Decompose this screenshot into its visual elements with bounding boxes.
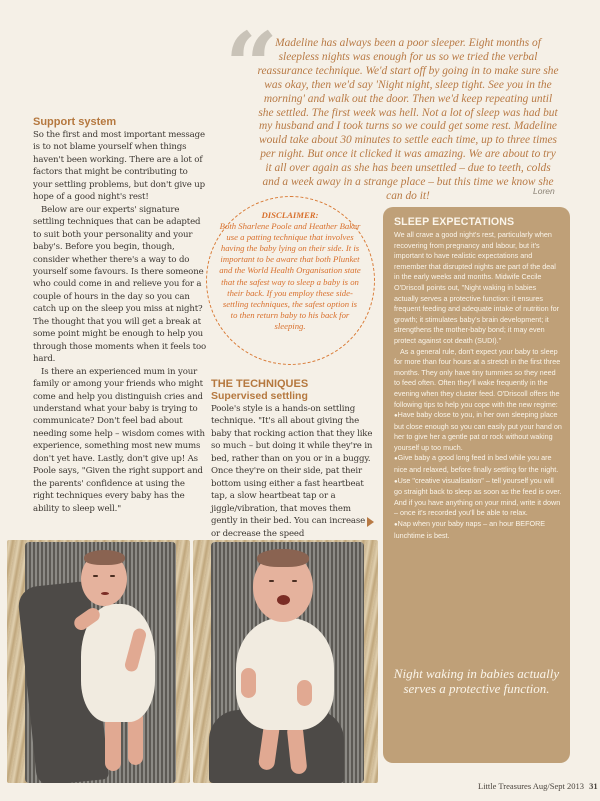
quote-author: Loren [533,186,555,196]
baby-mouth [101,592,109,595]
footer-magazine: Little Treasures [478,781,532,791]
disclaimer-circle [206,196,375,365]
support-heading: Support system [33,116,117,128]
baby-hand [241,668,256,698]
techniques-heading: THE TECHNIQUES [211,378,309,390]
disclaimer-title: DISCLAIMER: [261,210,319,220]
disclaimer-content [219,210,361,332]
baby-eye [93,575,98,577]
quote-mark-icon: “ [225,12,278,120]
sleep-expectations-sidebar [383,207,570,763]
sidebar-heading: SLEEP EXPECTATIONS [394,216,515,228]
techniques-text: Poole's style is a hands-on settling technique. "It's all about giving the baby that rocking action that they like so much – but doing it while they're in bed, rather than on you or in a buggy. Once they're on their side, pat their bottom using either a fast heartbeat tap, a slow heartbeat tap or a jiggle/vibration, that moves them gently in their bed. You can increase or decrease the speed [211,404,373,539]
support-paragraph-3: Is there an experienced mum in your family or among your friends who might come and help you distinguish cries and understand what your baby is trying to communicate? Don't feel bad about needing some help – wisdom comes with experience, something most new mums don't yet have. Lastly, don't give up! As Poole says, "Given the right support and the parents' confidence at using the right techniques every baby has the ability to sleep well." [33,366,205,514]
baby-photo-2 [193,540,378,783]
footer-issue: Aug/Sept 2013 [532,781,585,791]
support-column [33,116,207,515]
sidebar-bullet: ● Use "creative visualisation" – tell yourself you will go straight back to sleep as soon as the feed is over. And if you have anything on your mind, write it down – once it's recorded you'll be able to relax. [394,476,562,519]
sidebar-pullquote: Night waking in babies actually serves a protective function. [393,666,560,696]
baby-laughing-mouth [277,595,290,605]
baby-eye [269,580,274,582]
page-footer [478,781,598,791]
page-number: 31 [589,781,598,791]
techniques-subheading: Supervised settling [211,390,308,402]
sidebar-paragraph-1: We all crave a good night's rest, particularly when recovering from pregnancy and labour, but it's important to have realistic expectations and remember that disrupted nights are part of the deal in the early weeks and months. Midwife Cecile O'Driscoll points out, "Night waking in babies actually serves a protective function: it ensures frequent feeding and adequate intake of nutrition for growth; it stimulates baby's brain development; it strengthens the mother-baby bond; it may even protect against cot death (SUDI)." [394,230,560,345]
techniques-section [211,378,376,540]
baby-hair [257,549,309,567]
sidebar-bullet: ● Nap when your baby naps – an hour BEFORE lunchtime is best. [394,519,562,541]
baby-eye [292,580,297,582]
baby-hair [84,550,125,565]
testimonial-quote: Madeline has always been a poor sleeper. Eight months of sleepless nights was enough for us so we tried the verbal reassurance technique. We'd start off by going in to make sure she was okay, then we'd say 'Night night, sleep tight. See you in the morning' and walk out the door. Then we'd keep repeating until she settled. The first week was hell. Not a lot of sleep was had but my husband and I took turns so we could get some rest. Madeline would take about 30 minutes to settle each time, up to three times per night. But once it clicked it was amazing. We are about to try it all over again as she has been unsettled – due to teeth, colds and a week away in a strange place – but this time we know she can do it! [257,37,559,202]
support-paragraph-1: So the first and most important message is to not blame yourself when things haven't been working. There are a lot of factors that might be contributing to your settling problems, but don't give up hope of a good night's rest! [33,130,205,203]
sidebar-bullet: ● Give baby a good long feed in bed while you are nice and relaxed, before finally settling for the night. [394,453,562,475]
sidebar-bullet: ● Have baby close to you, in her own sleeping place but close enough so you can easily put your hand on her to give her a gentle pat or rock without waking yourself up too much. [394,410,562,453]
baby-eye [110,575,115,577]
baby-hand [297,680,312,706]
sidebar-paragraph-2: As a general rule, don't expect your baby to sleep for more than four hours at a stretch in the first three months. They only have tiny tummies so they need to feed often. Often they'll wake frequently in the evening when they cluster feed. O'Driscoll offers the following tips to help you cope with the new regime: [394,346,561,409]
support-paragraph-2: Below are our experts' signature settling techniques that can be adapted to suit both your personality and your baby's. Before you begin, though, consider whether there's a way to do yourself some favours. Is there someone who could come in and relieve you for a couple of hours in the day so you can catch up on the sleep you miss at night? The thought that you will get a break at some point might be enough to help you through those moments when it feels too hard. [33,204,207,365]
disclaimer-text: Both Sharlene Poole and Heather Baker use a patting technique that involves having the baby lying on their side. It is important to be aware that both Plunket and the World Health Organisation state that the safest way to sleep a baby is on their back. If you employ these side-settling techniques, the safest option is to then return baby to his back for sleeping. [219,221,361,331]
continue-arrow-icon [367,517,374,527]
baby-leg [105,715,121,771]
baby-photo-1 [7,540,190,783]
